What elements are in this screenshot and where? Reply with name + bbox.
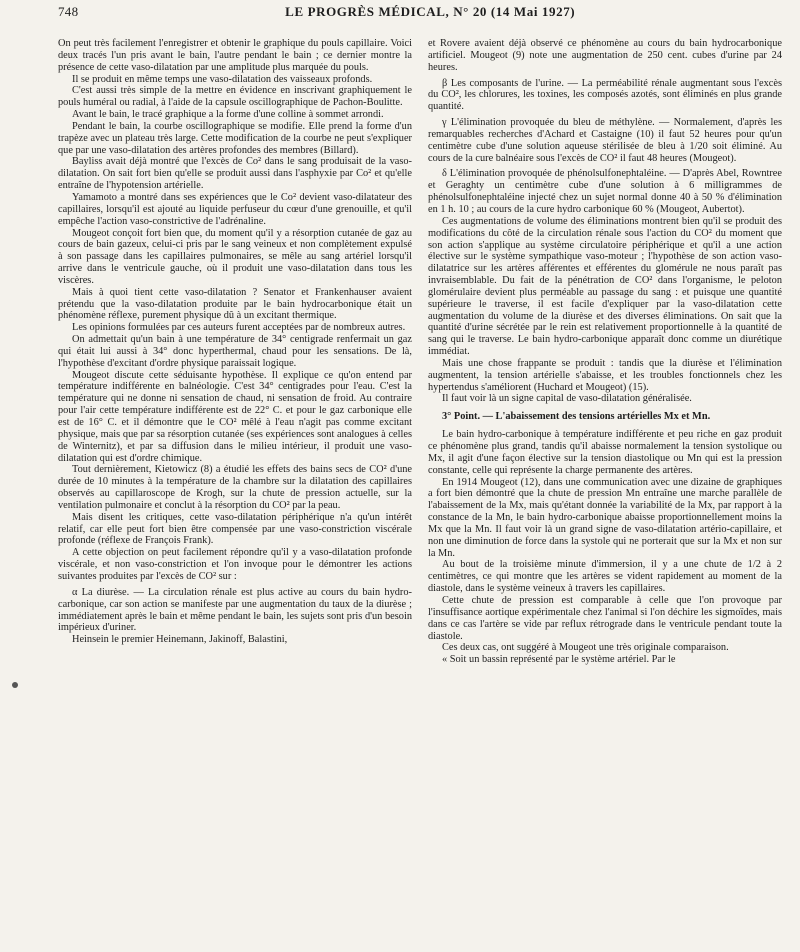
paragraph: Mougeot conçoit fort bien que, du moment qu'il y a résorption cutanée de gaz au cours de bain gazeux, celui-ci pris par le sang veineux et non complètement expulsé à son passage dans les capillaires pulmonaires, se mêle au sang artériel lorsqu'il arrive dans le ventricule gauche, où il produit une vaso-dilatation dans tous les viscères. (58, 227, 412, 286)
paragraph: Yamamoto a montré dans ses expériences que le Co² devient vaso-dilatateur des capillaires, lorsqu'il est ajouté au liquide perfuseur du cœur d'une grenouille, et qu'il empêche l'action vaso-constrictive de l'adrénaline. (58, 191, 412, 227)
paragraph: Au bout de la troisième minute d'immersion, il y a une chute de 1/2 à 2 centimètres, ce qui montre que les artères se vident rapidement au moment de la diastole, dans le système veineux à travers les capillaires. (428, 559, 782, 595)
paragraph: Tout dernièrement, Kietowicz (8) a étudié les effets des bains secs de CO² d'une durée de 10 minutes à la température de la chambre sur la dilatation des capillaires observés au capillaroscope de Krogh, sur la chute de pression actuelle, sur la ventilation pulmonaire et conclut à la résorption du CO² par la peau. (58, 464, 412, 511)
paragraph: En 1914 Mougeot (12), dans une communication avec une dizaine de graphiques a fort bien démontré que la chute de pression Mn entraîne une marche parallèle de l'abaissement de la Mx, mais qu'étant donnée la variabilité de la Mx, par rapport à la constance de la Mn, le bain hydro-carbonique abaisse proportionnellement moins la Mx que la Mn. Il faut voir là un grand signe de vaso-dilatation artério-capillaire, et non une diminution de force dans la systole qui ne porterait que sur la Mx et non sur la Mn. (428, 476, 782, 559)
paragraph: Mais disent les critiques, cette vaso-dilatation périphérique n'a qu'un intérêt relatif, car elle peut fort bien être compensée par une vaso-constriction viscérale profonde (réflexe de François Frank). (58, 511, 412, 547)
section-heading: 3° Point. — L'abaissement des tensions artérielles Mx et Mn. (442, 411, 711, 423)
paragraph: Il faut voir là un signe capital de vaso-dilatation généralisée. (442, 393, 692, 405)
paragraph: Pendant le bain, la courbe oscillographique se modifie. Elle prend la forme d'un trapèze avec un plateau très large. Cette modification de la courbe ne peut s'expliquer que par une vaso-dilatation des artères profondes des membres (Billard). (58, 120, 412, 156)
paragraph: Les opinions formulées par ces auteurs furent acceptées par de nombreux autres. (72, 322, 406, 334)
paragraph: On admettait qu'un bain à une température de 34° centigrade renfermait un gaz qui était lui aussi à 34° donc hyperthermal, chaud pour les sensations. De là, l'hypothèse d'excitant d'ordre physique paraissait logique. (58, 334, 412, 369)
paragraph: Le bain hydro-carbonique à température indifférente et peu riche en gaz produit ce phénomène plus grand, tandis qu'il abaisse normalement la tension systolique ou Mx, il agit d'une façon élective sur la tension diastolique ou Mn qui est la pression constante, celle qui représente la charge permanente des artères. (428, 429, 782, 476)
paragraph: δ L'élimination provoquée de phénolsulfonephtaléine. — D'après Abel, Rowntree et Geraghty un centimètre cube d'une solution à 6 milligrammes de phénolsulfonephtaléine injecté chez un sujet normal donne 40 à 50 % d'élimination en 1 h. 10 ; au cours de la cure hydro carbonique 60 % (Mougeot, Aubertot). (428, 168, 782, 215)
paragraph: Heinsein le premier Heinemann, Jakinoff, Balastini, (72, 634, 288, 646)
paragraph: Mais une chose frappante se produit : tandis que la diurèse et l'élimination augmentent, la tension artérielle s'abaisse, et les troubles fonctionnels chez les hypertendus s'améliorent (Huchard et Mougeot) (15). (428, 357, 782, 393)
paragraph: β Les composants de l'urine. — La perméabilité rénale augmentant sous l'excès du CO², les chlorures, les toxines, les composés azotés, sont éliminés en plus grande quantité. (428, 77, 782, 113)
paragraph: Ces deux cas, ont suggéré à Mougeot une très originale comparaison. (442, 642, 729, 654)
paragraph: Avant le bain, le tracé graphique a la forme d'une colline à sommet arrondi. (72, 109, 384, 121)
paragraph: Bayliss avait déjà montré que l'excès de Co² dans le sang produisait de la vaso-dilatation. On sait fort bien qu'elle se produit aussi dans l'asphyxie par Co² et qu'elle entraîne de l'hypotension artérielle. (58, 156, 412, 192)
paragraph: A cette objection on peut facilement répondre qu'il y a vaso-dilatation profonde viscérale, et non vaso-constriction et l'on invoque pour le démontrer les actions suivantes produites par l'excès de CO² sur : (58, 547, 412, 582)
margin-dot (12, 682, 18, 688)
paragraph: γ L'élimination provoquée du bleu de méthylène. — Normalement, d'après les remarquables recherches d'Achard et Castaigne (10) il faut 52 heures pour qu'un centimètre cube d'une solution aqueuse stérilisée de bleu à 1/20 soit éliminé. Au cours de la cure balnéaire sous l'excès de CO² il faut 48 heures (Mougeot). (428, 117, 782, 164)
paragraph: On peut très facilement l'enregistrer et obtenir le graphique du pouls capillaire. Voici deux tracés l'un pris avant le bain, l'autre pendant le bain ; ce dernier montre la présence de cette vaso-dilatation par une amplitude plus marquée du pouls. (58, 38, 412, 73)
paragraph: Cette chute de pression est comparable à celle que l'on provoque par l'insuffisance aortique expérimentale chez l'animal si l'on déchire les sigmoïdes, mais dans ce cas l'artère se vide par reflux rétrograde dans le ventricule pendant toute la diastole. (428, 594, 782, 642)
page-number: 748 (58, 4, 79, 19)
left-column (58, 38, 412, 666)
paragraph: Mougeot discute cette séduisante hypothèse. Il explique ce qu'on entend par température indifférente en balnéologie. C'est 34° centigrades pour l'eau. C'est la température qui ne donne ni sensation de chaud, ni sensation de froid. Au contraire pour l'air cette température indifférente est de 22° C. et pour le gaz carbonique elle est de 16° C. et il démontre que le CO² mêlé à l'eau n'agit pas comme excitant physique, mais que par sa résorption cutanée (ses expériences sont analogues à celles de Winternitz), et par sa diffusion dans le milieu intérieur, il produit une vaso-dilatation qui est d'ordre chimique. (58, 369, 412, 464)
paragraph: et Rovere avaient déjà observé ce phénomène au cours du bain hydrocarbonique artificiel. Mougeot (9) note une augmentation de 250 cent. cubes d'urine par 24 heures. (428, 38, 782, 73)
running-header (58, 4, 782, 26)
paragraph: Il se produit en même temps une vaso-dilatation des vaisseaux profonds. (72, 73, 373, 85)
paragraph: α La diurèse. — La circulation rénale est plus active au cours du bain hydro-carbonique, car son action se manifeste par une augmentation du taux de la diurèse ; immédiatement après le bain et même pendant le bain, les sujets sont pris d'un besoin impérieux d'uriner. (58, 586, 412, 634)
text-columns (58, 38, 782, 666)
paragraph: « Soit un bassin représenté par le système artériel. Par le (442, 654, 676, 666)
paragraph: Ces augmentations de volume des éliminations montrent bien qu'il se produit des modifications du côté de la circulation rénale sous l'action du CO² du moment que son action s'applique au système circulatoire périphérique et qu'il a une action élective sur le système sympathique vaso-moteur ; l'hypothèse de son action vaso-dilatatrice sur les artères afférentes et efférentes du glomérule ne nous paraît pas invraisemblable. Du fait de la pénétration de CO² dans l'organisme, le peloton glomérulaire devient plus perméable au passage du sang : et puisque une quantité supérieure le traverse, il est facile d'expliquer par la vaso-dilatation cette augmentation du volume de la diurèse et des diverses éliminations. On sait que la quantité d'urine sécrétée par le rein est relativement proportionnelle à la quantité de sang qui le traverse. Le bain hydro-carbonique apparaît donc comme un diurétique immédiat. (428, 215, 782, 358)
right-column (428, 38, 782, 666)
journal-title: LE PROGRÈS MÉDICAL, N° 20 (14 Mai 1927) (285, 4, 576, 19)
paragraph: C'est aussi très simple de la mettre en évidence en inscrivant graphiquement le pouls huméral ou radial, à l'aide de la capsule oscillographique de Pachon-Boulitte. (58, 85, 412, 109)
paragraph: Mais à quoi tient cette vaso-dilatation ? Senator et Frankenhauser avaient prétendu que la vaso-dilatation produite par le bain hydrocarbonique était un phénomène réflexe, purement physique dû à un excitant thermique. (58, 286, 412, 322)
